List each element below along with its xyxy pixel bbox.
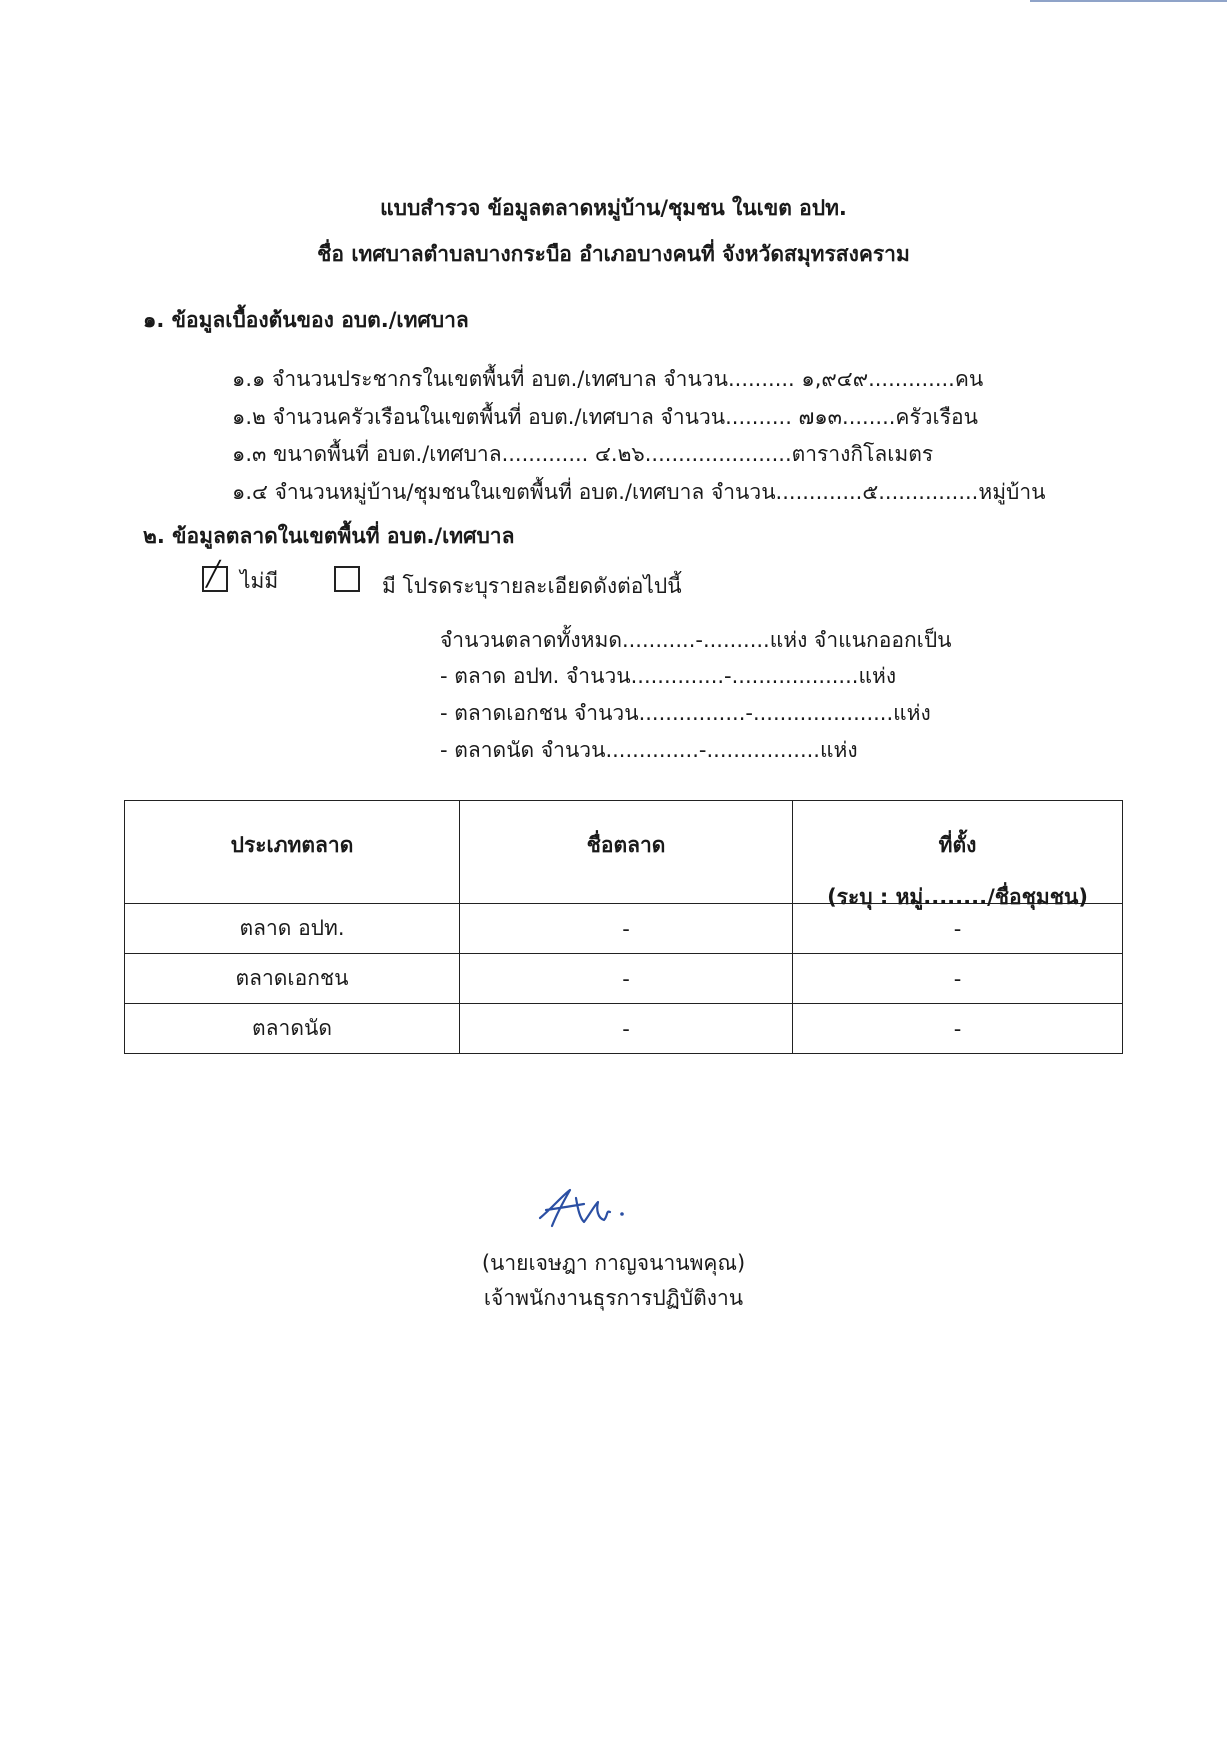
section1-item-area: ๑.๓ ขนาดพื้นที่ อบต./เทศบาล............. ๔.๒๖......................ตารางกิโลเมตร bbox=[232, 442, 934, 466]
cell-location: - bbox=[793, 954, 1123, 1004]
signature-image bbox=[532, 1178, 632, 1238]
option-none-label: ไม่มี bbox=[240, 569, 279, 593]
cell-name: - bbox=[460, 1004, 793, 1054]
section1-item-population: ๑.๑ จำนวนประชากรในเขตพื้นที่ อบต./เทศบาล จำนวน.......... ๑,๙๔๙.............คน bbox=[232, 367, 984, 391]
cell-location: - bbox=[793, 904, 1123, 954]
market-private-line: - ตลาดเอกชน จำนวน................-.....................แห่ง bbox=[440, 701, 931, 725]
signer-position: เจ้าพนักงานธุรการปฏิบัติงาน bbox=[483, 1286, 744, 1310]
scan-edge-line bbox=[1030, 0, 1227, 2]
header-market-name: ชื่อตลาด bbox=[460, 801, 793, 904]
market-table bbox=[124, 800, 1123, 1054]
cell-type: ตลาดเอกชน bbox=[125, 954, 460, 1004]
cell-name: - bbox=[460, 954, 793, 1004]
header-location: ที่ตั้ง (ระบุ : หมู่......../ชื่อชุมชน) bbox=[793, 801, 1123, 904]
market-flea-line: - ตลาดนัด จำนวน..............-.................แห่ง bbox=[440, 738, 858, 762]
market-total-line: จำนวนตลาดทั้งหมด...........-..........แห่ง จำแนกออกเป็น bbox=[440, 628, 952, 652]
cell-location: - bbox=[793, 1004, 1123, 1054]
form-subtitle: ชื่อ เทศบาลตำบลบางกระบือ อำเภอบางคนที่ จังหวัดสมุทรสงคราม bbox=[317, 242, 910, 266]
section1-item-households: ๑.๒ จำนวนครัวเรือนในเขตพื้นที่ อบต./เทศบาล จำนวน.......... ๗๑๓........ครัวเรือน bbox=[232, 405, 978, 429]
form-title: แบบสำรวจ ข้อมูลตลาดหมู่บ้าน/ชุมชน ในเขต อปท. bbox=[380, 196, 847, 220]
header-market-type: ประเภทตลาด bbox=[125, 801, 460, 904]
section2-heading: ๒. ข้อมูลตลาดในเขตพื้นที่ อบต./เทศบาล bbox=[143, 524, 515, 548]
header-location-sub: (ระบุ : หมู่......../ชื่อชุมชน) bbox=[827, 885, 1088, 909]
checkbox-none[interactable] bbox=[202, 560, 228, 592]
cell-type: ตลาดนัด bbox=[125, 1004, 460, 1054]
table-row bbox=[125, 1004, 1123, 1054]
table-header-row bbox=[125, 801, 1123, 904]
section1-item-villages: ๑.๔ จำนวนหมู่บ้าน/ชุมชนในเขตพื้นที่ อบต./เทศบาล จำนวน.............๕...............หมู่บ้าน bbox=[232, 480, 1046, 504]
check-mark-icon: ╱ bbox=[206, 560, 221, 588]
cell-type: ตลาด อปท. bbox=[125, 904, 460, 954]
table-row bbox=[125, 954, 1123, 1004]
cell-name: - bbox=[460, 904, 793, 954]
signer-name: (นายเจษฎา กาญจนานพคุณ) bbox=[481, 1251, 746, 1275]
checkbox-has-market[interactable] bbox=[334, 566, 360, 592]
market-lao-line: - ตลาด อปท. จำนวน..............-...................แห่ง bbox=[440, 664, 897, 688]
option-has-label: มี โปรดระบุรายละเอียดดังต่อไปนี้ bbox=[382, 574, 682, 598]
section1-heading: ๑. ข้อมูลเบื้องต้นของ อบต./เทศบาล bbox=[143, 308, 469, 332]
